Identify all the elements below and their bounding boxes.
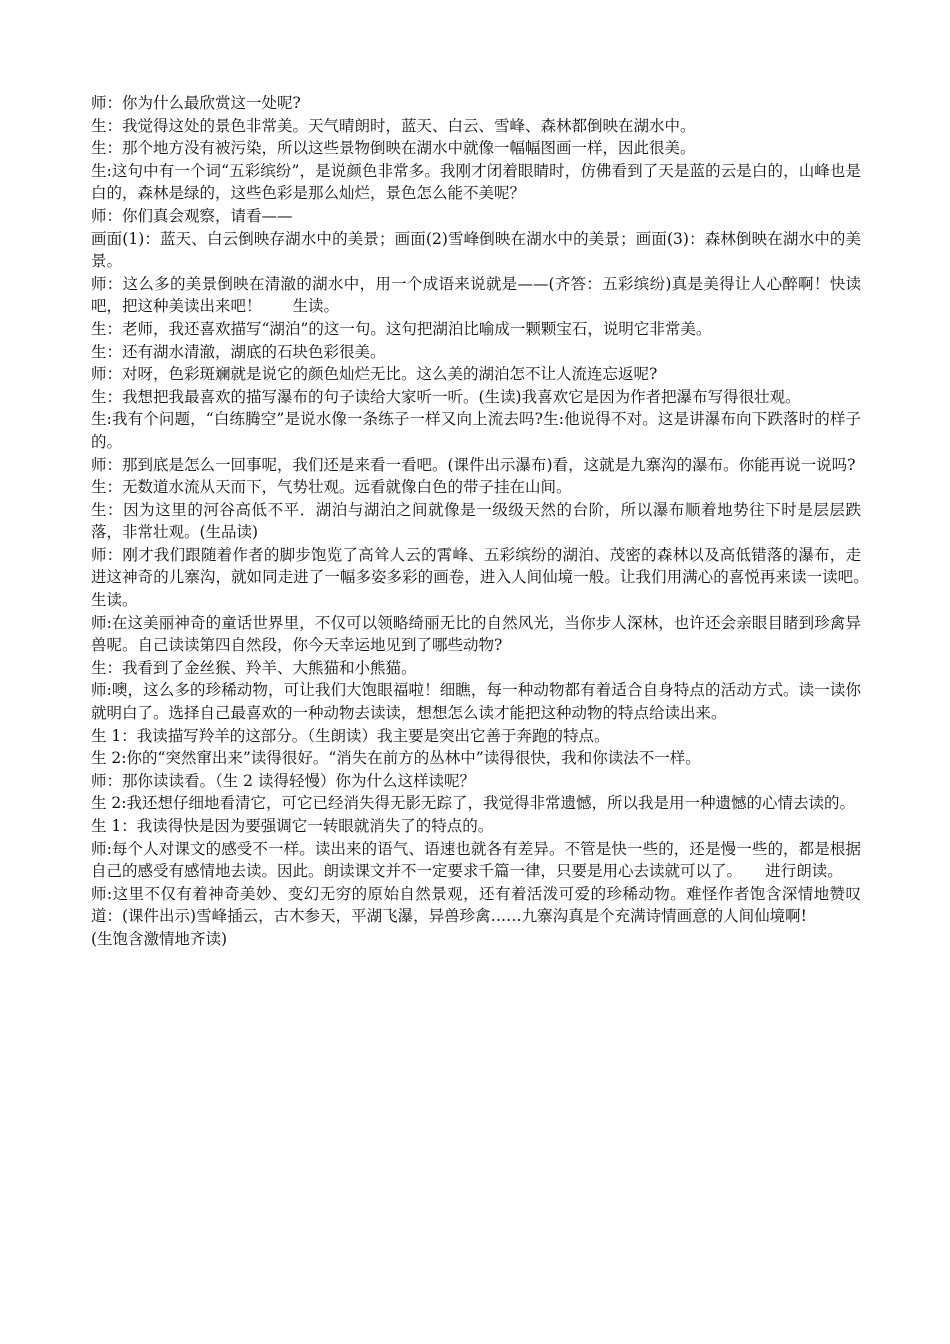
paragraph: 生：还有湖水清澈，湖底的石块色彩很美。 (91, 342, 386, 361)
paragraph: (生饱含激情地齐读) (91, 929, 228, 948)
paragraph: 生:我有个问题，“白练腾空”是说水像一条练子一样又向上流去吗?生:他说得不对。这是讲瀑布向下跌落时的样子的。 (91, 410, 861, 451)
paragraph: 师：这么多的美景倒映在清澈的湖水中，用一个成语来说就是——(齐答：五彩缤纷)真是美得让人心醉啊！快读吧，把这种美读出来吧！ 生读。 (91, 274, 861, 316)
paragraph: 生 2:我还想仔细地看清它，可它已经消失得无影无踪了，我觉得非常遗憾，所以我是用一种遗憾的心情去读的。 (91, 794, 856, 813)
document-page (91, 92, 877, 951)
paragraph: 生：我看到了金丝猴、羚羊、大熊猫和小熊猫。 (91, 658, 417, 677)
paragraph: 生：无数道水流从天而下，气势壮观。远看就像白色的带子挂在山间。 (91, 478, 572, 497)
paragraph: 师：你为什么最欣赏这一处呢? (91, 94, 301, 112)
paragraph: 师：你们真会观察，请看—— (91, 206, 293, 225)
paragraph: 师:在这美丽神奇的童话世界里，不仅可以领略绮丽无比的自然风光，当你步人深林，也许还会亲眼目睹到珍禽异兽呢。自己读读第四自然段，你今天幸运地见到了哪些动物? (91, 613, 861, 655)
paragraph: 生：老师，我还喜欢描写“湖泊”的这一句。这句把湖泊比喻成一颗颗宝石，说明它非常美。 (91, 319, 712, 338)
paragraph: 生 2:你的“突然窜出来”读得很好。“消失在前方的丛林中”读得很快，我和你读法不一样。 (91, 749, 701, 768)
paragraph: 师：那到底是怎么一回事呢，我们还是来看一看吧。(课件出示瀑布)看，这就是九寨沟的瀑布。你能再说一说吗? (91, 455, 856, 474)
paragraph: 生 1：我读得快是因为要强调它一转眼就消失了的特点的。 (91, 817, 494, 835)
paragraph: 生:这句中有一个词“五彩缤纷”，是说颜色非常多。我刚才闭着眼睛时，仿佛看到了天是蓝的云是白的，山峰也是白的，森林是绿的，这些色彩是那么灿烂，景色怎么能不美呢？ (91, 161, 861, 203)
paragraph: 画面(1)：蓝天、白云倒映存湖水中的美景；画面(2)雪峰倒映在湖水中的美景；画面(3)：森林倒映在湖水中的美景。 (91, 229, 861, 271)
paragraph: 师：刚才我们跟随着作者的脚步饱览了高耸人云的霄峰、五彩缤纷的湖泊、茂密的森林以及高低错落的瀑布，走进这神奇的儿寨沟，就如同走进了一幅多姿多彩的画卷，进入人间仙境一般。让我们用满心的喜悦再来读一读吧。 生读。 (91, 545, 877, 610)
paragraph: 生：因为这里的河谷高低不平．湖泊与湖泊之间就像是一级级天然的台阶，所以瀑布顺着地势往下时是层层跌落，非常壮观。(生品读) (91, 500, 861, 542)
paragraph: 师：对呀，色彩斑斓就是说它的颜色灿烂无比。这么美的湖泊怎不让人流连忘返呢? (91, 365, 658, 384)
paragraph: 生：那个地方没有被污染，所以这些景物倒映在湖水中就像一幅幅图画一样，因此很美。 (91, 139, 696, 158)
paragraph: 师：那你读读看。（生 2 读得轻慢）你为什么这样读呢？ (91, 771, 475, 790)
paragraph: 师:每个人对课文的感受不一样。读出来的语气、语速也就各有差异。不管是快一些的，还是慢一些的，都是根据自己的感受有感情地去读。因此。朗读课文并不一定要求千篇一律，只要是用心去读就可以了。 进行朗读。 (91, 839, 861, 881)
paragraph: 师:噢，这么多的珍稀动物，可让我们大饱眼福啦！细瞧，每一种动物都有着适合自身特点的活动方式。读一读你就明白了。选择自己最喜欢的一种动物去读读，想想怎么读才能把这种动物的特点给读出来。 (91, 681, 861, 723)
paragraph: 生：我想把我最喜欢的描写瀑布的句子读给大家听一听。(生读)我喜欢它是因为作者把瀑布写得很壮观。 (91, 387, 801, 406)
paragraph: 生：我觉得这处的景色非常美。天气晴朗时，蓝天、白云、雪峰、森林都倒映在湖水中。 (91, 116, 696, 135)
paragraph: 生 1：我读描写羚羊的这部分。（生朗读）我主要是突出它善于奔跑的特点。 (91, 726, 610, 745)
paragraph: 师:这里不仅有着神奇美妙、变幻无穷的原始自然景观，还有着活泼可爱的珍稀动物。难怪作者饱含深情地赞叹道：(课件出示)雪峰插云，古木参天，平湖飞瀑，异兽珍禽……九寨沟真是个充满诗情画意的人间仙境啊! (91, 884, 861, 926)
